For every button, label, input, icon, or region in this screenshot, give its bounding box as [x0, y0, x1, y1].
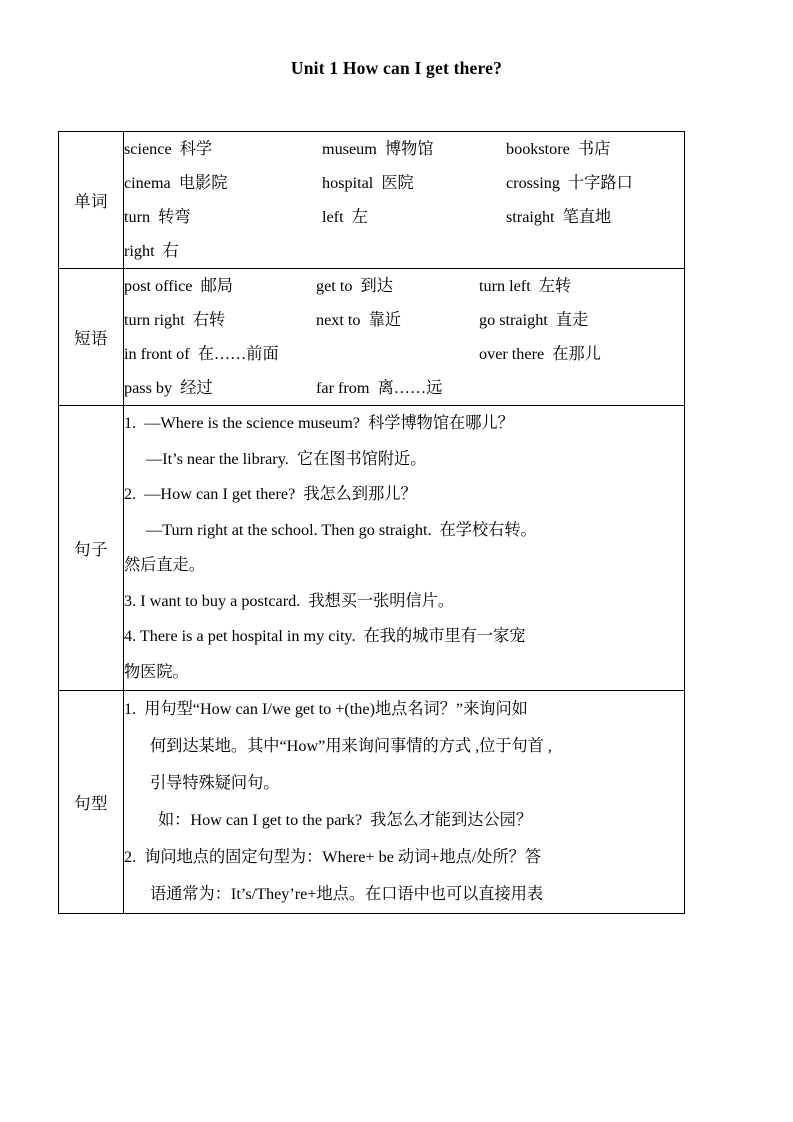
vocab-line [124, 234, 684, 268]
vocab-entry: straight 笔直地 [506, 208, 612, 226]
sentence-line: 3. I want to buy a postcard. 我想买一张明信片。 [124, 591, 455, 610]
phrase-entry: post office 邮局 [124, 277, 233, 295]
vocab-line [124, 166, 684, 200]
table-row [59, 691, 685, 914]
phrase-entry: next to 靠近 [316, 311, 401, 329]
vocab-line [124, 132, 684, 166]
pattern-line: 语通常为：It’s/They’re+地点。在口语中也可以直接用表 [150, 885, 544, 903]
sentence-line: 4. There is a pet hospital in my city. 在我的城市里有一家宠 [124, 627, 526, 645]
vocab-entry: cinema 电影院 [124, 174, 228, 192]
vocab-entry: turn 转弯 [124, 208, 191, 226]
row-label-vocabulary: 单词 [59, 132, 124, 269]
phrase-line [124, 371, 684, 405]
vocab-entry: science 科学 [124, 140, 213, 158]
pattern-line: 何到达某地。其中“How”用来询问事情的方式 ,位于句首 , [150, 737, 552, 755]
pattern-line: 引导特殊疑问句。 [150, 774, 280, 792]
row-label-sentences: 句子 [59, 406, 124, 691]
page-title: Unit 1 How can I get there? [290, 58, 503, 78]
vocab-line [124, 200, 684, 234]
phrase-entry: turn left 左转 [479, 277, 572, 295]
summary-table-container [58, 131, 685, 914]
sentence-line: 2. —How can I get there? 我怎么到那儿？ [124, 485, 417, 503]
pattern-line: 1. 用句型“How can I/we get to +(the)地点名词？”来询问如 [124, 700, 528, 718]
vocab-entry: right 右 [124, 242, 179, 260]
vocab-entry: crossing 十字路口 [506, 174, 633, 192]
row-content-sentences [124, 406, 685, 691]
phrase-line [124, 269, 684, 303]
phrase-entry: turn right 右转 [124, 311, 226, 329]
sentence-line: —It’s near the library. 它在图书馆附近。 [146, 449, 427, 468]
row-label-phrases: 短语 [59, 269, 124, 406]
row-label-patterns: 句型 [59, 691, 124, 914]
phrase-line [124, 337, 684, 371]
vocab-entry: hospital 医院 [322, 174, 414, 192]
row-content-patterns [124, 691, 685, 914]
vocab-entry: left 左 [322, 208, 368, 226]
pattern-line: 2. 询问地点的固定句型为：Where+ be 动词+地点/处所？答 [124, 848, 542, 866]
row-content-phrases [124, 269, 685, 406]
vocab-entry: bookstore 书店 [506, 140, 611, 158]
phrase-line [124, 303, 684, 337]
sentence-line: 物医院。 [124, 662, 189, 681]
row-content-vocabulary [124, 132, 685, 269]
phrase-entry: pass by 经过 [124, 379, 213, 397]
table-body [59, 132, 685, 914]
phrase-entry: go straight 直走 [479, 311, 589, 329]
phrase-entry: far from 离……远 [316, 379, 443, 397]
unit-summary-table [58, 131, 685, 914]
phrase-entry: in front of 在……前面 [124, 345, 279, 363]
phrase-entry: get to 到达 [316, 277, 393, 295]
sentence-line: 然后直走。 [124, 556, 205, 574]
vocab-entry: museum 博物馆 [322, 140, 434, 158]
phrase-entry: over there 在那儿 [479, 345, 601, 363]
sentence-line: 1. —Where is the science museum? 科学博物馆在哪儿？ [124, 414, 514, 432]
pattern-example-line: 如：How can I get to the park? 我怎么才能到达公园？ [158, 811, 533, 829]
table-row [59, 132, 685, 269]
table-row [59, 269, 685, 406]
sentence-line: —Turn right at the school. Then go straight. 在学校右转。 [146, 520, 537, 539]
